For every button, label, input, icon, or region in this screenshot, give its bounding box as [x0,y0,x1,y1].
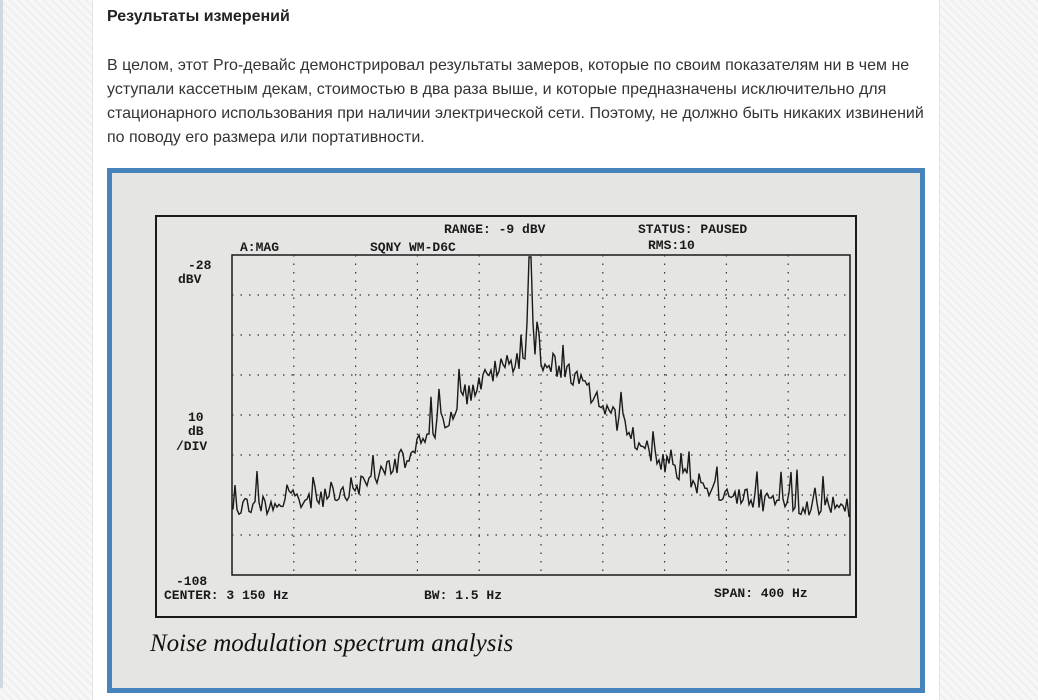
header-status: STATUS: PAUSED [638,222,748,237]
spectrum-photo [112,173,920,688]
article-card [92,0,940,700]
y-top-value: -28 [188,258,212,273]
y-bottom-value: -108 [176,574,208,589]
instrument-frame [156,216,856,617]
y-top-unit: dBV [178,272,202,287]
spectrum-trace [233,257,849,517]
left-border [0,0,3,688]
header-rms: RMS:10 [648,238,695,253]
footer-bandwidth: BW: 1.5 Hz [424,588,503,603]
y-scale-unit: dB [188,424,204,439]
section-heading: Результаты измерений [107,8,290,25]
footer-span: SPAN: 400 Hz [714,586,808,601]
header-mag: A:MAG [240,240,280,255]
article-paragraph: В целом, этот Pro-девайс демонстрировал результаты замеров, которые по своим показателям ни в чем не уступали кассетным декам, стоимостью в два раза выше, и которые предназначены исключительно для стационарного использования при наличии электрической сети. Поэтому, не должно быть никаких извинений по поводу его размера или портативности. [107,57,924,146]
plot-grid [232,255,850,575]
header-range: RANGE: -9 dBV [444,222,546,237]
spectrum-analyzer-plot [112,173,920,688]
spectrum-figure[interactable] [107,168,925,693]
figure-caption: Noise modulation spectrum analysis [150,630,514,657]
y-scale-div: /DIV [176,439,208,454]
footer-center: CENTER: 3 150 Hz [164,588,289,603]
y-scale-value: 10 [188,410,204,425]
header-device: SQNY WM-D6C [370,240,456,255]
